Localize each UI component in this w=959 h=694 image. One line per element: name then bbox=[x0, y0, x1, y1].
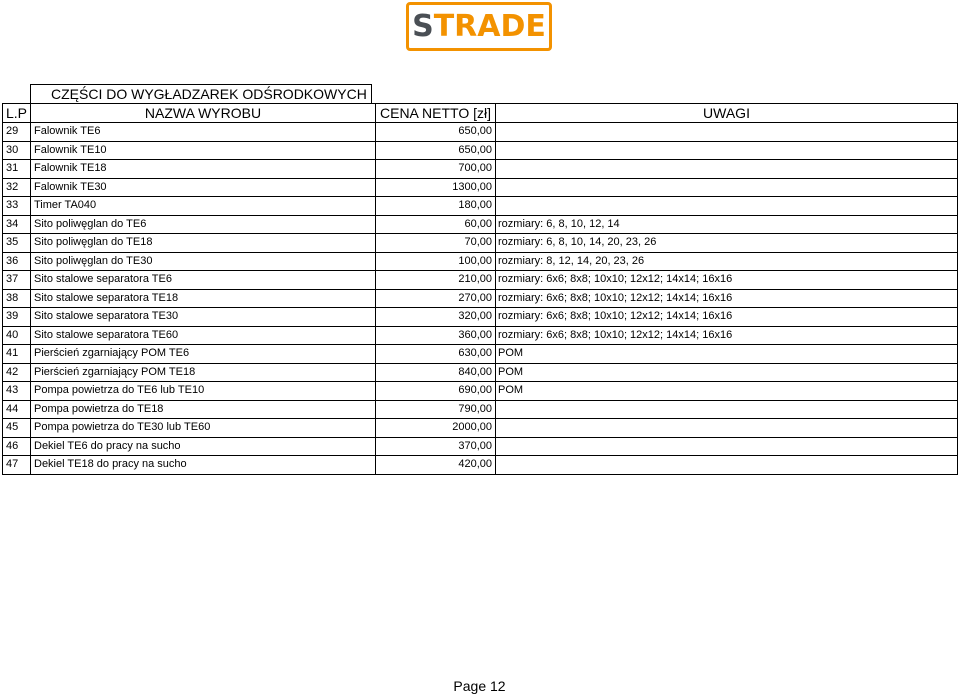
cell-notes bbox=[496, 178, 958, 197]
cell-notes bbox=[496, 141, 958, 160]
cell-lp: 31 bbox=[3, 160, 31, 179]
cell-name: Falownik TE6 bbox=[31, 123, 376, 142]
cell-notes bbox=[496, 160, 958, 179]
cell-lp: 38 bbox=[3, 289, 31, 308]
cell-price: 60,00 bbox=[376, 215, 496, 234]
section-title: CZĘŚCI DO WYGŁADZAREK ODŚRODKOWYCH bbox=[30, 84, 372, 103]
cell-price: 650,00 bbox=[376, 123, 496, 142]
cell-lp: 44 bbox=[3, 400, 31, 419]
cell-price: 210,00 bbox=[376, 271, 496, 290]
table-row bbox=[3, 252, 958, 271]
table-row bbox=[3, 178, 958, 197]
cell-lp: 43 bbox=[3, 382, 31, 401]
cell-name: Pompa powietrza do TE30 lub TE60 bbox=[31, 419, 376, 438]
cell-price: 70,00 bbox=[376, 234, 496, 253]
table-row bbox=[3, 363, 958, 382]
cell-price: 270,00 bbox=[376, 289, 496, 308]
table-row bbox=[3, 271, 958, 290]
cell-lp: 39 bbox=[3, 308, 31, 327]
table-row bbox=[3, 289, 958, 308]
cell-name: Falownik TE30 bbox=[31, 178, 376, 197]
table-row bbox=[3, 123, 958, 142]
column-header-lp: L.P bbox=[3, 104, 31, 123]
column-header-name: NAZWA WYROBU bbox=[31, 104, 376, 123]
cell-notes bbox=[496, 419, 958, 438]
logo-letter-s: S bbox=[412, 8, 434, 44]
cell-lp: 36 bbox=[3, 252, 31, 271]
cell-price: 360,00 bbox=[376, 326, 496, 345]
table-row bbox=[3, 160, 958, 179]
cell-name: Pompa powietrza do TE18 bbox=[31, 400, 376, 419]
cell-price: 100,00 bbox=[376, 252, 496, 271]
table-row bbox=[3, 326, 958, 345]
cell-price: 630,00 bbox=[376, 345, 496, 364]
cell-name: Pierścień zgarniający POM TE18 bbox=[31, 363, 376, 382]
table-header-row bbox=[3, 104, 958, 123]
cell-notes bbox=[496, 456, 958, 475]
cell-name: Sito stalowe separatora TE18 bbox=[31, 289, 376, 308]
column-header-notes: UWAGI bbox=[496, 104, 958, 123]
logo-text bbox=[412, 8, 546, 44]
cell-lp: 45 bbox=[3, 419, 31, 438]
cell-notes: rozmiary: 6, 8, 10, 14, 20, 23, 26 bbox=[496, 234, 958, 253]
strade-logo bbox=[406, 2, 552, 51]
cell-name: Pompa powietrza do TE6 lub TE10 bbox=[31, 382, 376, 401]
cell-price: 420,00 bbox=[376, 456, 496, 475]
cell-lp: 40 bbox=[3, 326, 31, 345]
table-row bbox=[3, 215, 958, 234]
cell-price: 650,00 bbox=[376, 141, 496, 160]
page-number: Page 12 bbox=[453, 678, 506, 694]
logo-letters-trade: TRADE bbox=[433, 8, 546, 44]
cell-price: 2000,00 bbox=[376, 419, 496, 438]
cell-price: 840,00 bbox=[376, 363, 496, 382]
cell-notes: rozmiary: 8, 12, 14, 20, 23, 26 bbox=[496, 252, 958, 271]
cell-notes bbox=[496, 197, 958, 216]
cell-lp: 47 bbox=[3, 456, 31, 475]
table-row bbox=[3, 437, 958, 456]
cell-price: 790,00 bbox=[376, 400, 496, 419]
cell-notes: rozmiary: 6x6; 8x8; 10x10; 12x12; 14x14; 16x16 bbox=[496, 308, 958, 327]
table-row bbox=[3, 456, 958, 475]
table-row bbox=[3, 234, 958, 253]
cell-lp: 35 bbox=[3, 234, 31, 253]
parts-price-table bbox=[2, 103, 958, 475]
cell-name: Sito poliwęglan do TE18 bbox=[31, 234, 376, 253]
cell-lp: 34 bbox=[3, 215, 31, 234]
cell-notes: rozmiary: 6x6; 8x8; 10x10; 12x12; 14x14; 16x16 bbox=[496, 289, 958, 308]
cell-lp: 41 bbox=[3, 345, 31, 364]
cell-name: Falownik TE10 bbox=[31, 141, 376, 160]
cell-notes: POM bbox=[496, 345, 958, 364]
cell-name: Sito stalowe separatora TE60 bbox=[31, 326, 376, 345]
cell-notes: POM bbox=[496, 382, 958, 401]
column-header-price: CENA NETTO [zł] bbox=[376, 104, 496, 123]
cell-lp: 33 bbox=[3, 197, 31, 216]
cell-name: Dekiel TE18 do pracy na sucho bbox=[31, 456, 376, 475]
cell-price: 370,00 bbox=[376, 437, 496, 456]
cell-notes bbox=[496, 123, 958, 142]
cell-name: Pierścień zgarniający POM TE6 bbox=[31, 345, 376, 364]
cell-lp: 32 bbox=[3, 178, 31, 197]
cell-price: 180,00 bbox=[376, 197, 496, 216]
cell-name: Sito stalowe separatora TE6 bbox=[31, 271, 376, 290]
cell-lp: 46 bbox=[3, 437, 31, 456]
cell-lp: 37 bbox=[3, 271, 31, 290]
cell-notes: rozmiary: 6, 8, 10, 12, 14 bbox=[496, 215, 958, 234]
cell-price: 320,00 bbox=[376, 308, 496, 327]
cell-notes bbox=[496, 437, 958, 456]
cell-price: 700,00 bbox=[376, 160, 496, 179]
cell-name: Sito stalowe separatora TE30 bbox=[31, 308, 376, 327]
table-row bbox=[3, 345, 958, 364]
cell-notes bbox=[496, 400, 958, 419]
cell-name: Sito poliwęglan do TE6 bbox=[31, 215, 376, 234]
cell-notes: rozmiary: 6x6; 8x8; 10x10; 12x12; 14x14; 16x16 bbox=[496, 326, 958, 345]
cell-notes: POM bbox=[496, 363, 958, 382]
table-row bbox=[3, 400, 958, 419]
cell-price: 690,00 bbox=[376, 382, 496, 401]
table-row bbox=[3, 419, 958, 438]
cell-lp: 42 bbox=[3, 363, 31, 382]
cell-notes: rozmiary: 6x6; 8x8; 10x10; 12x12; 14x14; 16x16 bbox=[496, 271, 958, 290]
table-row bbox=[3, 308, 958, 327]
table-row bbox=[3, 197, 958, 216]
table-row bbox=[3, 141, 958, 160]
cell-name: Sito poliwęglan do TE30 bbox=[31, 252, 376, 271]
cell-name: Dekiel TE6 do pracy na sucho bbox=[31, 437, 376, 456]
table-row bbox=[3, 382, 958, 401]
cell-lp: 29 bbox=[3, 123, 31, 142]
cell-price: 1300,00 bbox=[376, 178, 496, 197]
cell-name: Falownik TE18 bbox=[31, 160, 376, 179]
cell-lp: 30 bbox=[3, 141, 31, 160]
cell-name: Timer TA040 bbox=[31, 197, 376, 216]
